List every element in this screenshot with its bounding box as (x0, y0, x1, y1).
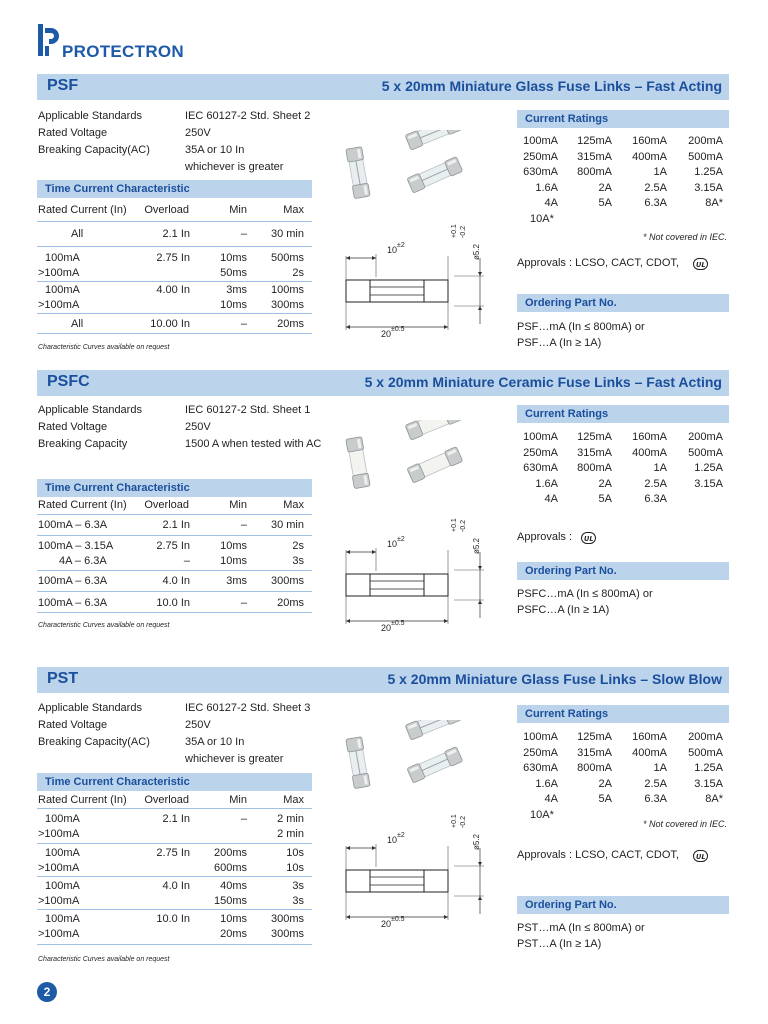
tcc-row (37, 252, 312, 267)
tcc-cell: 10s (286, 862, 304, 874)
tcc-cell: 300ms (270, 575, 304, 587)
tcc-header-cell: Min (229, 794, 247, 806)
fuse-dimension-drawing (340, 822, 490, 932)
table-divider (37, 514, 312, 515)
tcc-header-cell: Max (283, 204, 304, 216)
spec-label: Applicable Standards (38, 404, 142, 416)
tcc-cell: 3s (292, 895, 304, 907)
tcc-title-bar: Time Current Characteristic (37, 773, 312, 791)
rating-value: 1.25A (694, 462, 723, 474)
dimension-diameter-label: ø5.2 (472, 243, 481, 260)
ratings-footnote: * Not covered in IEC. (642, 232, 727, 242)
dimension-upper-tolerance: +0.1 (451, 224, 458, 238)
rating-value: 1.6A (535, 181, 558, 194)
tcc-cell: 10ms (220, 299, 247, 311)
tcc-cell: 2 min (277, 828, 304, 840)
rating-value: 200mA (688, 731, 723, 743)
tcc-cell: 20ms (277, 597, 304, 609)
tcc-header-cell: Overload (144, 204, 189, 216)
spec-value: 250V (185, 127, 211, 139)
rating-value: 5A (598, 793, 612, 805)
tcc-header-cell: Overload (144, 794, 189, 806)
table-divider (37, 333, 312, 334)
rating-value: 500mA (688, 446, 723, 459)
rating-value: 500mA (688, 150, 723, 163)
dimension-total-length-tolerance: ±0.5 (391, 620, 405, 627)
spec-value: 250V (185, 719, 211, 731)
rating-value: 2A (598, 477, 612, 490)
tcc-row (37, 847, 312, 862)
dimension-upper-tolerance: +0.1 (451, 814, 458, 828)
dimension-length-label: 10 (387, 245, 398, 255)
rating-value: 4A (544, 197, 558, 209)
dimension-length-tolerance: ±2 (397, 536, 405, 543)
rating-value: 2.5A (644, 477, 667, 490)
tcc-row (37, 540, 312, 555)
table-divider (37, 281, 312, 282)
tcc-cell-rated: 100mA – 6.3A (38, 519, 108, 531)
rating-value: 400mA (632, 446, 667, 459)
spec-value: 35A or 10 In (185, 736, 245, 748)
tcc-cell: 2.1 In (162, 813, 190, 825)
spec-value: 35A or 10 In (185, 144, 245, 156)
tcc-cell: 3ms (226, 575, 247, 587)
rating-value: 1.6A (535, 777, 558, 790)
rating-value: 2.5A (644, 181, 667, 194)
spec-value: IEC 60127-2 Std. Sheet 3 (185, 702, 311, 714)
fuse-photo-icon (340, 130, 470, 215)
rating-value: 400mA (632, 746, 667, 759)
rating-value: 125mA (577, 431, 612, 443)
rating-value: 3.15A (694, 181, 723, 194)
spec-value: 250V (185, 421, 211, 433)
rating-value: 6.3A (644, 197, 667, 209)
tcc-cell: 4.00 In (156, 284, 190, 296)
rating-value: 4A (544, 493, 558, 505)
spec-label: Applicable Standards (38, 110, 142, 122)
rating-value: 1A (653, 762, 667, 774)
rating-value: 2.5A (644, 777, 667, 790)
approvals-text: Approvals : LCSO, CACT, CDOT, (517, 849, 679, 861)
rating-value: 1.25A (694, 762, 723, 774)
tcc-cell: – (240, 813, 247, 825)
ordering-title-bar: Ordering Part No. (517, 294, 729, 312)
spec-label: Rated Voltage (38, 421, 108, 433)
spec-label: Applicable Standards (38, 702, 142, 714)
table-divider (37, 313, 312, 314)
ul-mark-icon: ᴜʟ (693, 850, 708, 862)
rating-value: 315mA (577, 446, 612, 459)
tcc-cell: 3s (292, 880, 304, 892)
section-header-bar (37, 74, 729, 100)
tcc-cell-rated: 100mA (45, 847, 80, 859)
tcc-cell: 2.1 In (162, 519, 190, 531)
spec-label: Breaking Capacity (38, 438, 128, 450)
table-divider (37, 944, 312, 945)
tcc-title-bar: Time Current Characteristic (37, 479, 312, 497)
tcc-cell-rated: >100mA (38, 928, 80, 940)
tcc-cell: 150ms (213, 895, 247, 907)
fuse-photo-icon (340, 720, 470, 805)
ordering-title-bar: Ordering Part No. (517, 562, 729, 580)
tcc-cell: 20ms (277, 318, 304, 330)
rating-value: 1.25A (694, 166, 723, 178)
rating-value: 630mA (523, 462, 558, 474)
approvals-text: Approvals : (517, 531, 573, 543)
spec-row (38, 700, 338, 717)
tcc-row (37, 862, 312, 877)
rating-value: 315mA (577, 746, 612, 759)
tcc-cell: 2s (292, 540, 304, 552)
dimension-total-length-label: 20 (381, 919, 392, 929)
tcc-row (37, 597, 312, 612)
tcc-title-bar: Time Current Characteristic (37, 180, 312, 198)
tcc-cell: 600ms (213, 862, 247, 874)
tcc-cell-rated: All (71, 318, 84, 330)
dimension-total-length-tolerance: ±0.5 (391, 326, 405, 333)
spec-value-continued: whichever is greater (185, 161, 284, 173)
rating-value: 200mA (688, 135, 723, 147)
rating-value: 250mA (523, 746, 558, 759)
ratings-footnote: * Not covered in IEC. (642, 819, 727, 829)
tcc-row (37, 299, 312, 314)
rating-value: 5A (598, 197, 612, 209)
dimension-length-tolerance: ±2 (397, 242, 405, 249)
rating-value: 400mA (632, 150, 667, 163)
tcc-cell: 40ms (220, 880, 247, 892)
rating-value: 1.6A (535, 477, 558, 490)
table-divider (37, 246, 312, 247)
tcc-cell: – (240, 228, 247, 240)
section-header-bar (37, 370, 729, 396)
tcc-cell: 30 min (270, 519, 304, 531)
tcc-cell-rated: >100mA (38, 862, 80, 874)
tcc-cell: 2.75 In (156, 540, 190, 552)
tcc-cell-rated: >100mA (38, 828, 80, 840)
tcc-cell: 3s (292, 555, 304, 567)
table-divider (37, 909, 312, 910)
tcc-cell-rated: 100mA – 3.15A (38, 540, 114, 552)
spec-value-continued: whichever is greater (185, 753, 284, 765)
tcc-row (37, 318, 312, 333)
rating-value: 100mA (523, 731, 558, 743)
tcc-cell: 4.0 In (162, 880, 190, 892)
tcc-header-cell: Rated Current (In) (38, 794, 127, 806)
rating-value: 160mA (632, 431, 667, 443)
section-code: PSFC (47, 373, 90, 390)
tcc-row (37, 575, 312, 590)
tcc-cell-rated: All (71, 228, 84, 240)
characteristic-note: Characteristic Curves available on request (38, 956, 170, 963)
tcc-cell: 4.0 In (162, 575, 190, 587)
rating-value: 2A (598, 181, 612, 194)
dimension-upper-tolerance: +0.1 (451, 518, 458, 532)
tcc-cell-rated: 100mA – 6.3A (38, 597, 108, 609)
section-title: 5 x 20mm Miniature Glass Fuse Links – Slow Blow (387, 671, 722, 687)
characteristic-note: Characteristic Curves available on request (38, 344, 170, 351)
tcc-cell: – (183, 555, 190, 567)
tcc-row (37, 284, 312, 299)
dimension-total-length-label: 20 (381, 623, 392, 633)
spec-row (38, 108, 338, 125)
tcc-header-cell: Overload (144, 499, 189, 511)
dimension-lower-tolerance: -0.2 (460, 815, 467, 828)
ordering-part-line: PST…mA (In ≤ 800mA) or (517, 922, 645, 934)
ordering-part-line: PSFC…A (In ≥ 1A) (517, 604, 610, 616)
tcc-cell-rated: >100mA (38, 299, 80, 311)
tcc-header-cell: Min (229, 499, 247, 511)
current-ratings-title-bar: Current Ratings (517, 405, 729, 423)
tcc-cell: 3ms (226, 284, 247, 296)
rating-value: 3.15A (694, 477, 723, 490)
tcc-cell-rated: >100mA (38, 267, 80, 279)
tcc-cell: 2.1 In (162, 228, 190, 240)
fuse-dimension-drawing (340, 526, 490, 636)
tcc-cell: 10ms (220, 555, 247, 567)
tcc-cell: – (240, 318, 247, 330)
rating-value: 2A (598, 777, 612, 790)
tcc-cell-rated: >100mA (38, 895, 80, 907)
dimension-length-label: 10 (387, 539, 398, 549)
rating-value: 315mA (577, 150, 612, 163)
rating-value: 3.15A (694, 777, 723, 790)
tcc-cell: 30 min (270, 228, 304, 240)
rating-value: 100mA (523, 135, 558, 147)
ul-mark-icon: ᴜʟ (581, 532, 596, 544)
fuse-photo-icon (340, 420, 470, 505)
tcc-cell: 10ms (220, 540, 247, 552)
spec-row (38, 402, 338, 419)
tcc-row (37, 895, 312, 910)
table-divider (37, 591, 312, 592)
tcc-cell: 2.75 In (156, 252, 190, 264)
dimension-lower-tolerance: -0.2 (460, 519, 467, 532)
tcc-cell-rated: 100mA (45, 252, 80, 264)
dimension-length-label: 10 (387, 835, 398, 845)
tcc-row (37, 519, 312, 534)
rating-value: 5A (598, 493, 612, 505)
ordering-part-line: PSF…A (In ≥ 1A) (517, 337, 602, 349)
tcc-cell: 10.0 In (156, 913, 190, 925)
rating-value: 4A (544, 793, 558, 805)
tcc-cell: 200ms (213, 847, 247, 859)
rating-value: 125mA (577, 731, 612, 743)
dimension-length-tolerance: ±2 (397, 832, 405, 839)
tcc-cell-rated: 100mA (45, 284, 80, 296)
tcc-cell: 10ms (220, 252, 247, 264)
tcc-row (37, 555, 312, 570)
spec-label: Breaking Capacity(AC) (38, 736, 150, 748)
tcc-cell-rated: 100mA – 6.3A (38, 575, 108, 587)
rating-value: 1A (653, 462, 667, 474)
rating-value: 630mA (523, 166, 558, 178)
tcc-row (37, 913, 312, 928)
section-code: PST (47, 670, 79, 687)
tcc-cell: 300ms (270, 299, 304, 311)
tcc-row (37, 928, 312, 943)
spec-value: 1500 A when tested with AC (185, 438, 322, 450)
ordering-part-line: PSFC…mA (In ≤ 800mA) or (517, 588, 653, 600)
table-divider (37, 570, 312, 571)
table-divider (37, 535, 312, 536)
tcc-header-cell: Max (283, 499, 304, 511)
tcc-cell: 2.75 In (156, 847, 190, 859)
rating-value: 200mA (688, 431, 723, 443)
tcc-cell: 300ms (270, 913, 304, 925)
ul-mark-icon: ᴜʟ (693, 258, 708, 270)
tcc-cell-rated: 100mA (45, 813, 80, 825)
tcc-header-cell: Max (283, 794, 304, 806)
tcc-cell: 10.00 In (150, 318, 190, 330)
rating-value: 6.3A (644, 793, 667, 805)
characteristic-note: Characteristic Curves available on request (38, 622, 170, 629)
rating-value: 250mA (523, 150, 558, 163)
dimension-diameter-label: ø5.2 (472, 537, 481, 554)
rating-value: 500mA (688, 746, 723, 759)
table-divider (37, 843, 312, 844)
tcc-row (37, 828, 312, 843)
rating-value: 10A* (530, 808, 554, 821)
table-divider (37, 612, 312, 613)
tcc-cell: – (240, 519, 247, 531)
approvals-text: Approvals : LCSO, CACT, CDOT, (517, 257, 679, 269)
tcc-cell: 300ms (270, 928, 304, 940)
ordering-part-line: PST…A (In ≥ 1A) (517, 938, 602, 950)
dimension-total-length-tolerance: ±0.5 (391, 916, 405, 923)
rating-value: 1A (653, 166, 667, 178)
ordering-title-bar: Ordering Part No. (517, 896, 729, 914)
rating-value: 10A* (530, 212, 554, 225)
tcc-cell: 10ms (220, 913, 247, 925)
tcc-cell-rated: 100mA (45, 880, 80, 892)
spec-value: IEC 60127-2 Std. Sheet 2 (185, 110, 311, 122)
tcc-header-cell: Min (229, 204, 247, 216)
tcc-cell: 10.0 In (156, 597, 190, 609)
rating-value: 630mA (523, 762, 558, 774)
dimension-total-length-label: 20 (381, 329, 392, 339)
rating-value: 100mA (523, 431, 558, 443)
section-code: PSF (47, 77, 79, 94)
tcc-cell: – (240, 597, 247, 609)
rating-value: 160mA (632, 731, 667, 743)
tcc-header-cell: Rated Current (In) (38, 499, 127, 511)
rating-value: 8A* (705, 197, 723, 209)
tcc-cell-rated: 4A – 6.3A (59, 555, 107, 567)
section-title: 5 x 20mm Miniature Ceramic Fuse Links – Fast Acting (364, 374, 722, 390)
rating-value: 6.3A (644, 493, 667, 505)
current-ratings-title-bar: Current Ratings (517, 110, 729, 128)
protectron-logo-icon (36, 22, 60, 58)
tcc-header-cell: Rated Current (In) (38, 204, 127, 216)
dimension-lower-tolerance: -0.2 (460, 225, 467, 238)
tcc-cell-rated: 100mA (45, 913, 80, 925)
rating-value: 800mA (577, 166, 612, 178)
tcc-row (37, 880, 312, 895)
tcc-cell: 2s (292, 267, 304, 279)
current-ratings-title-bar: Current Ratings (517, 705, 729, 723)
dimension-diameter-label: ø5.2 (472, 833, 481, 850)
fuse-dimension-drawing (340, 232, 490, 342)
rating-value: 125mA (577, 135, 612, 147)
spec-label: Rated Voltage (38, 719, 108, 731)
rating-value: 800mA (577, 462, 612, 474)
tcc-row (37, 267, 312, 282)
section-title: 5 x 20mm Miniature Glass Fuse Links – Fast Acting (381, 78, 722, 94)
spec-value: IEC 60127-2 Std. Sheet 1 (185, 404, 311, 416)
table-divider (37, 876, 312, 877)
tcc-cell: 100ms (270, 284, 304, 296)
spec-label: Rated Voltage (38, 127, 108, 139)
brand-name: PROTECTRON (62, 42, 184, 61)
section-header-bar (37, 667, 729, 693)
page-number-badge: 2 (37, 982, 57, 1002)
rating-value: 250mA (523, 446, 558, 459)
ordering-part-line: PSF…mA (In ≤ 800mA) or (517, 321, 645, 333)
rating-value: 160mA (632, 135, 667, 147)
tcc-cell: 50ms (220, 267, 247, 279)
tcc-cell: 2 min (277, 813, 304, 825)
tcc-cell: 500ms (270, 252, 304, 264)
tcc-cell: 10s (286, 847, 304, 859)
tcc-cell: 20ms (220, 928, 247, 940)
tcc-row (37, 228, 312, 243)
rating-value: 800mA (577, 762, 612, 774)
spec-label: Breaking Capacity(AC) (38, 144, 150, 156)
rating-value: 8A* (705, 793, 723, 805)
